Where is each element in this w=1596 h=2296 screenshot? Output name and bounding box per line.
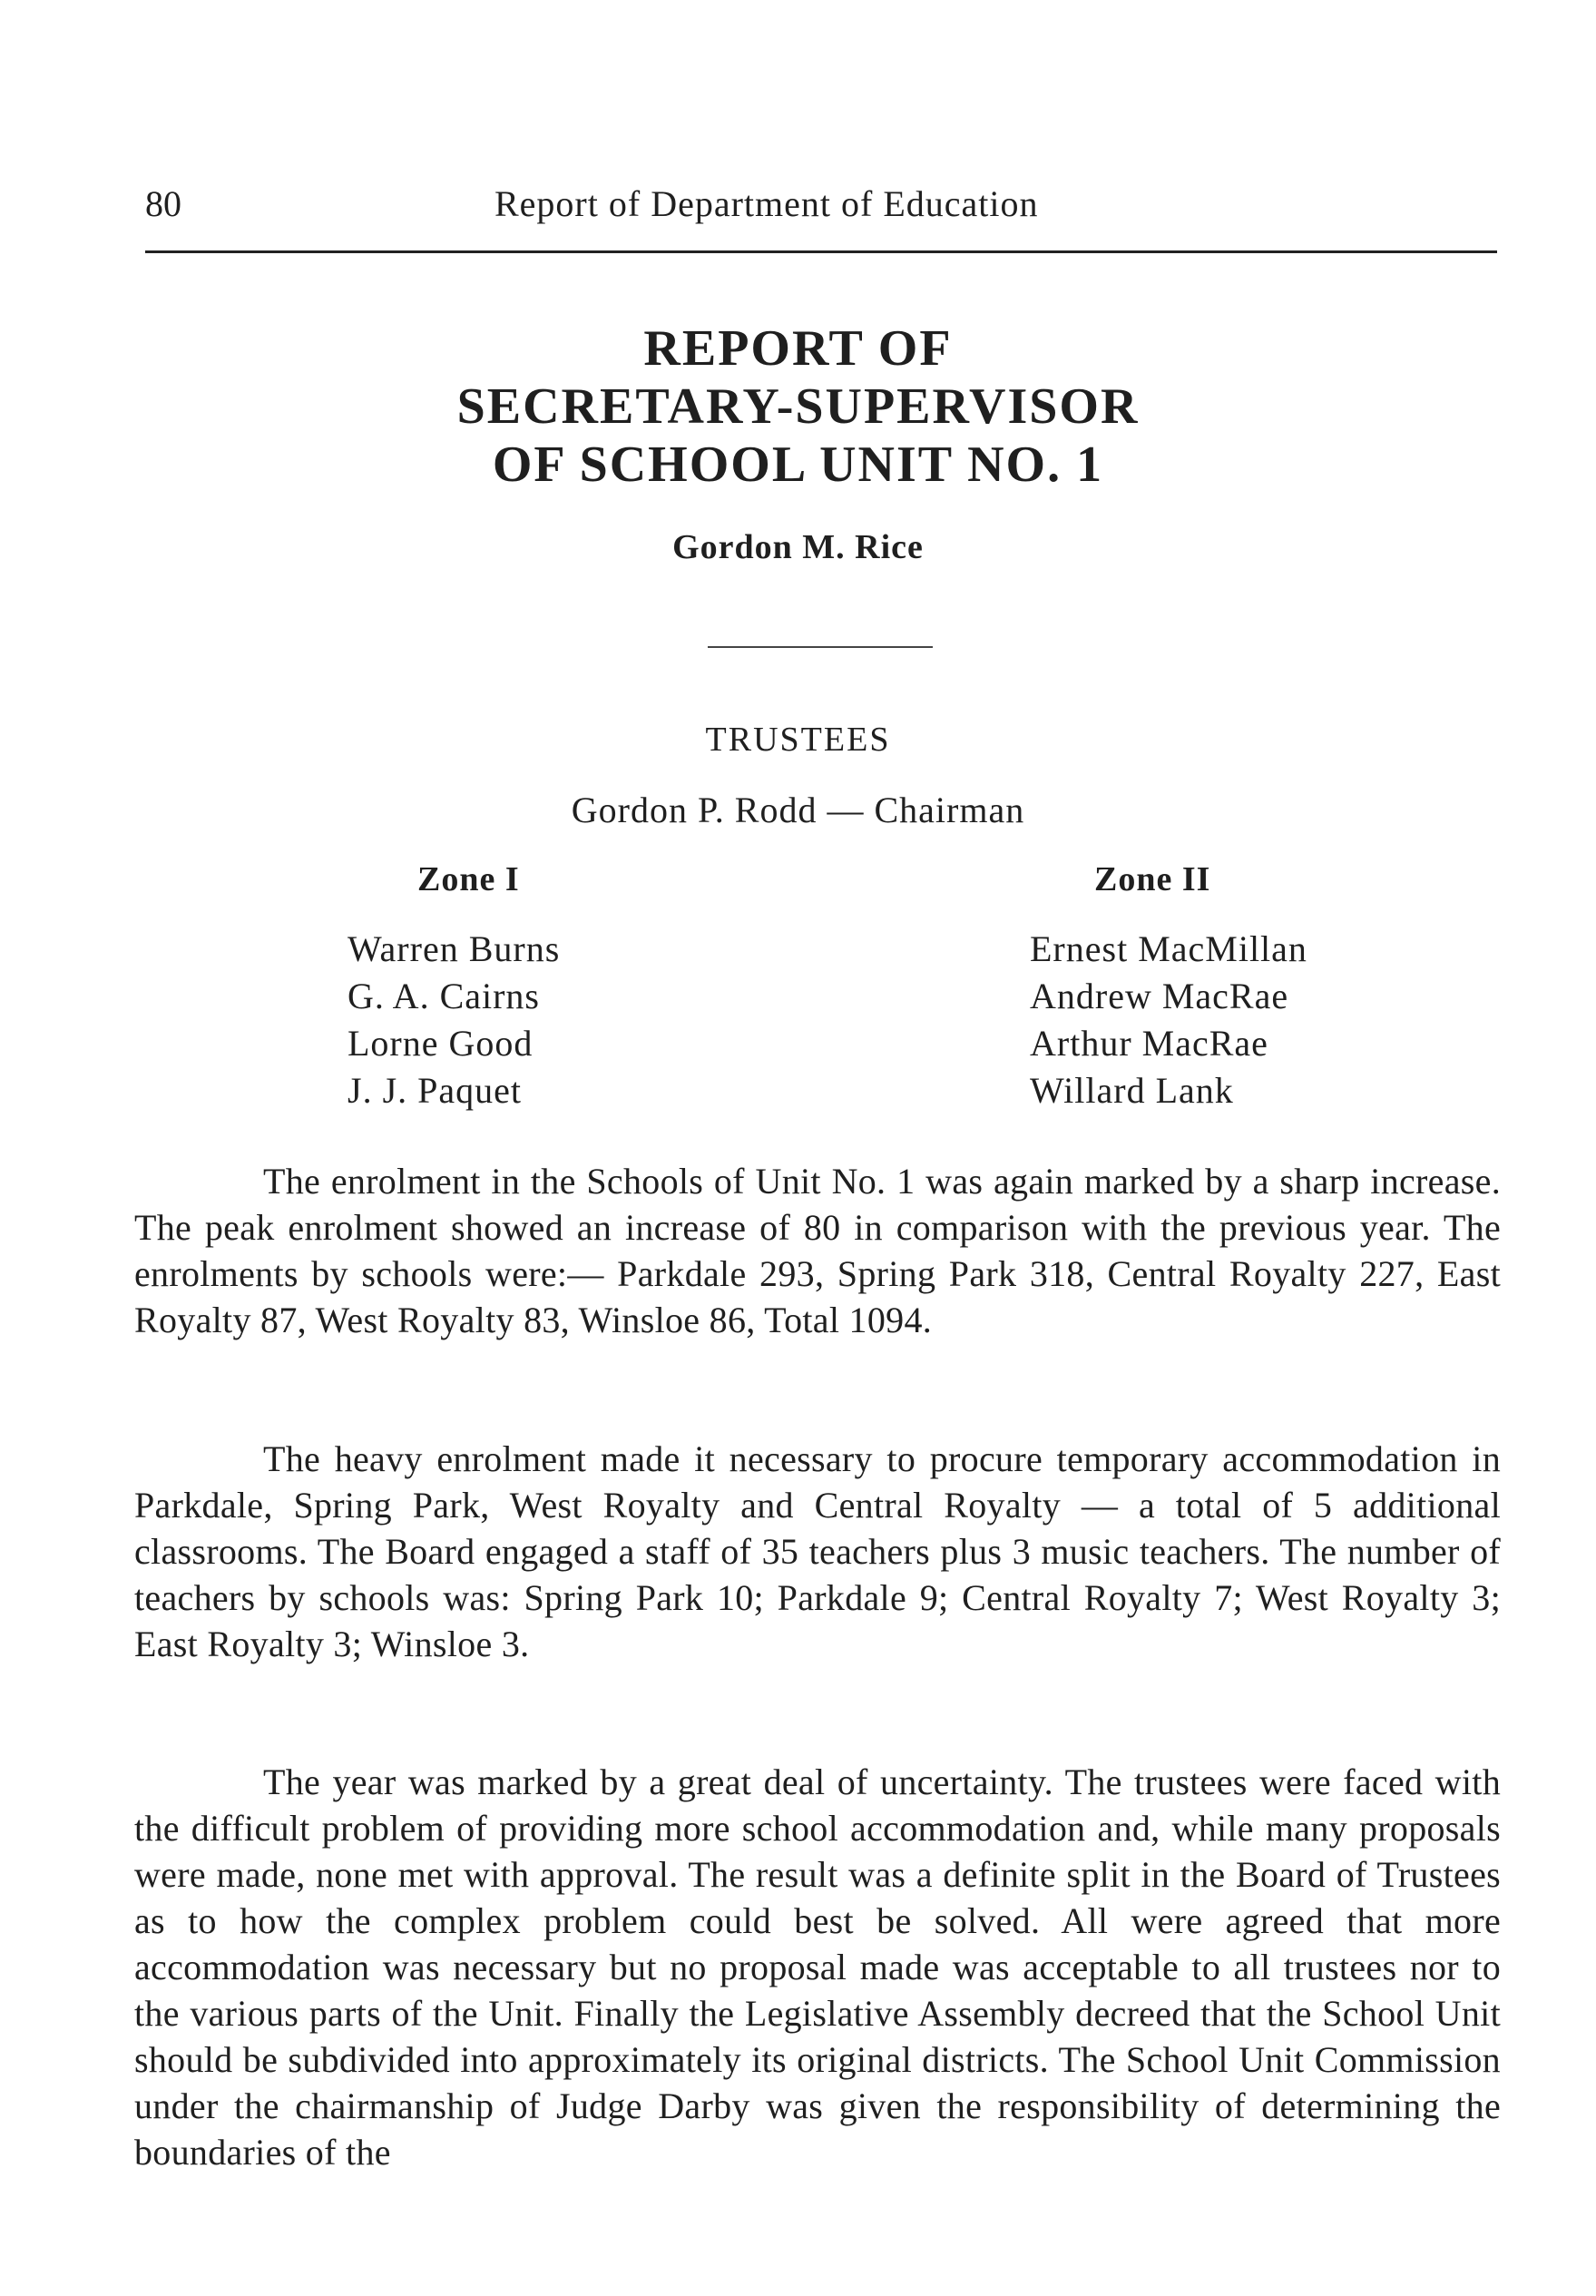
trustee-name: J. J. Paquet [348, 1070, 522, 1111]
uncertainty-paragraph: The year was marked by a great deal of uncertainty. The trustees were faced with the difficult problem of providing more school accommodation and, while many proposals were made, none met with approval. The result was a definite split in the Board of Trustees as to how the complex problem could best be solved. All were agreed that more accommodation was necessary but no proposal made was acceptable to all trustees nor to the various parts of the Unit. Finally the Legislative Assembly decreed that the School Unit should be subdivided into approximately its original districts. The School Unit Commission under the chairmanship of Judge Darby was given the responsibility of determining the boundaries of the [134, 1761, 1501, 2173]
report-title-line: OF SCHOOL UNIT NO. 1 [492, 437, 1104, 493]
report-title-line: REPORT OF [643, 320, 953, 377]
zone-1-heading: Zone I [417, 860, 520, 898]
running-title: Report of Department of Education [494, 183, 1039, 224]
trustee-name: Arthur MacRae [1030, 1023, 1268, 1064]
trustee-name: Lorne Good [348, 1023, 534, 1064]
trustee-name: Ernest MacMillan [1030, 928, 1307, 969]
section-divider [708, 646, 933, 648]
enrolment-paragraph: The enrolment in the Schools of Unit No. 1 was again marked by a sharp increase. The peak enrolment showed an increase of 80 in comparison with the previous year. The enrolments by schools were:— Parkdale 293, Spring Park 318, Central Royalty 227, East Royalty 87, West Royalty 83, Winsloe 86, Total 1094. [134, 1161, 1501, 1340]
report-title-line: SECRETARY-SUPERVISOR [456, 378, 1140, 435]
accommodation-paragraph: The heavy enrolment made it necessary to procure temporary accommodation in Parkdale, Spring Park, West Royalty and Central Royalty — a total of 5 additional classrooms. The Board engaged a staff of 35 teachers plus 3 music teachers. The number of teachers by schools was: Spring Park 10; Parkdale 9; Central Royalty 7; West Royalty 3; East Royalty 3; Winsloe 3. [134, 1438, 1501, 1664]
page-number: 80 [145, 183, 181, 224]
zone-2-members [1030, 926, 1307, 1114]
zone-2-heading: Zone II [1094, 860, 1211, 898]
trustee-name: G. A. Cairns [348, 976, 540, 1016]
report-title [0, 319, 1596, 494]
chairman-line: Gordon P. Rodd — Chairman [571, 790, 1025, 830]
trustees-heading: TRUSTEES [705, 721, 891, 759]
zone-1-members [348, 926, 560, 1114]
trustee-name: Andrew MacRae [1030, 976, 1289, 1016]
trustee-name: Willard Lank [1030, 1070, 1234, 1111]
author-name: Gordon M. Rice [672, 528, 924, 566]
header-rule [145, 250, 1497, 253]
running-header [145, 177, 1497, 231]
trustee-name: Warren Burns [348, 928, 561, 969]
